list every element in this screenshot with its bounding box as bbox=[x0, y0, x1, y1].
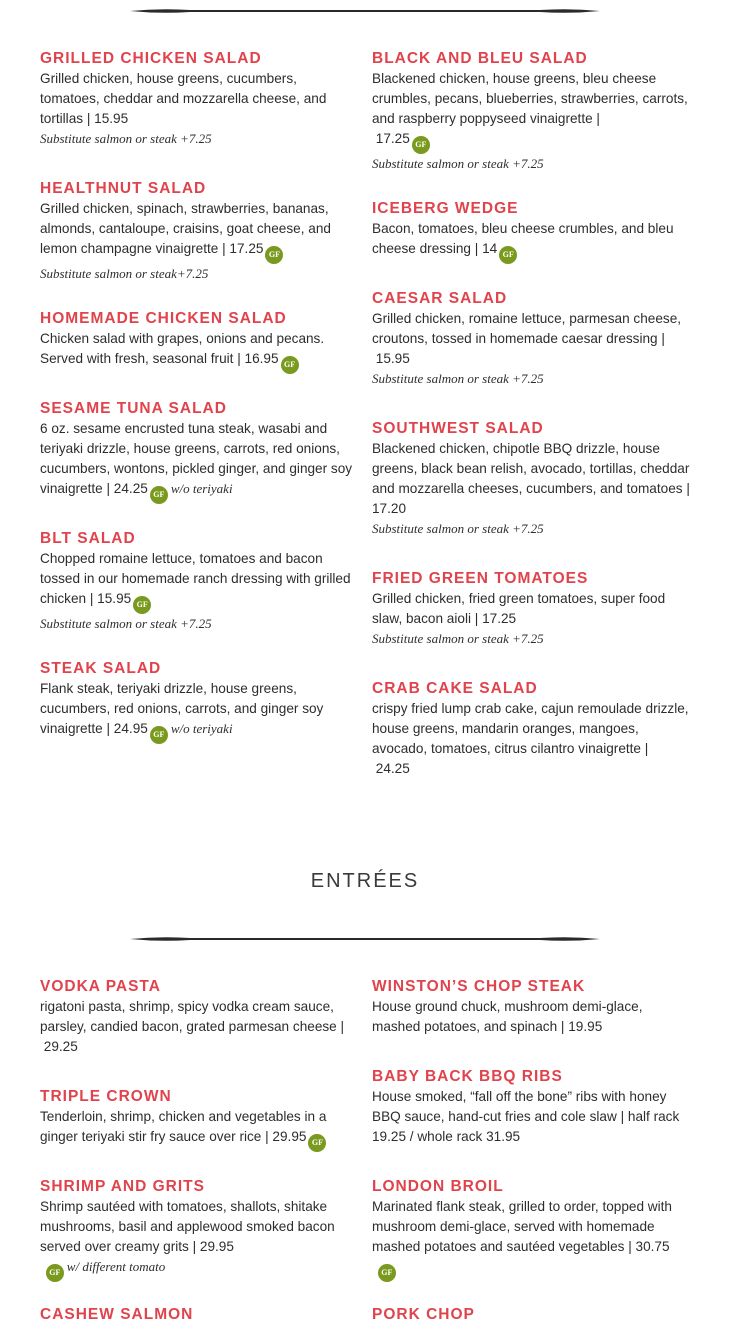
item-title: ICEBERG WEDGE bbox=[372, 200, 519, 217]
gluten-free-badge-icon: GF bbox=[378, 1264, 396, 1282]
menu-item bbox=[372, 977, 690, 1037]
item-title: CASHEW SALMON bbox=[40, 1306, 194, 1323]
menu-item bbox=[40, 1087, 360, 1152]
item-description: Chicken salad with grapes, onions and pecans. Served with fresh, seasonal fruit | 16.95 bbox=[40, 331, 325, 366]
menu-item bbox=[372, 1177, 690, 1282]
item-title: PORK CHOP bbox=[372, 1306, 475, 1323]
item-title: SESAME TUNA SALAD bbox=[40, 400, 227, 417]
item-title: HOMEMADE CHICKEN SALAD bbox=[40, 310, 287, 327]
item-title: BABY BACK BBQ RIBS bbox=[372, 1068, 563, 1085]
gluten-free-badge-icon: GF bbox=[412, 136, 430, 154]
item-description: Blackened chicken, house greens, bleu cheese crumbles, pecans, blueberries, strawberries, carrots, and raspberry poppyseed vinaigrette | bbox=[372, 71, 688, 126]
item-title: SOUTHWEST SALAD bbox=[372, 420, 544, 437]
item-description: Marinated flank steak, grilled to order, topped with mushroom demi-glace, served with homemade mashed potatoes and sautéed vegetables | 30.75 bbox=[372, 1199, 672, 1254]
menu-item bbox=[40, 1177, 360, 1282]
item-description: 6 oz. sesame encrusted tuna steak, wasabi and teriyaki drizzle, house greens, carrots, red onions, cucumbers, wontons, pickled ginger, and ginger soy vinaigrette | 24.25 bbox=[40, 421, 353, 496]
item-description: Flank steak, teriyaki drizzle, house greens, cucumbers, red onions, carrots, and ginger soy vinaigrette | 24.95 bbox=[40, 681, 324, 736]
item-description: Grilled chicken, fried green tomatoes, super food slaw, bacon aioli | 17.25 bbox=[372, 591, 666, 626]
item-title: GRILLED CHICKEN SALAD bbox=[40, 50, 262, 67]
menu-item bbox=[40, 1305, 360, 1325]
substitute-note: Substitute salmon or steak +7.25 bbox=[372, 371, 544, 386]
item-description: Grilled chicken, romaine lettuce, parmesan cheese, croutons, tossed in homemade caesar dressing | bbox=[372, 311, 682, 346]
gluten-free-badge-icon: GF bbox=[46, 1264, 64, 1282]
item-description: House smoked, “fall off the bone” ribs with honey BBQ sauce, hand-cut fries and cole slaw | half rack 19.25 / whole rack 31.95 bbox=[372, 1089, 680, 1144]
item-description: Grilled chicken, house greens, cucumbers, tomatoes, cheddar and mozzarella cheese, and tortillas | 15.95 bbox=[40, 71, 327, 126]
item-title: LONDON BROIL bbox=[372, 1178, 504, 1195]
menu-item bbox=[372, 1067, 690, 1147]
item-title: BLACK AND BLEU SALAD bbox=[372, 50, 588, 67]
item-title: VODKA PASTA bbox=[40, 978, 161, 995]
section-title: ENTRÉES bbox=[310, 870, 420, 892]
item-title: CRAB CAKE SALAD bbox=[372, 680, 538, 697]
menu-item bbox=[372, 679, 690, 779]
substitute-note: Substitute salmon or steak +7.25 bbox=[372, 521, 544, 536]
menu-item bbox=[40, 399, 360, 504]
item-price: 15.95 bbox=[375, 351, 410, 366]
menu-item bbox=[40, 309, 360, 374]
gluten-free-badge-icon: GF bbox=[150, 486, 168, 504]
gluten-free-badge-icon: GF bbox=[281, 356, 299, 374]
item-description: rigatoni pasta, shrimp, spicy vodka cream sauce, parsley, candied bacon, grated parmesan cheese | bbox=[40, 999, 345, 1034]
menu-item bbox=[372, 49, 690, 174]
item-description: Blackened chicken, chipotle BBQ drizzle, house greens, black bean relish, avocado, tortillas, cheddar and mozzarella cheeses, cucumbers, and tomatoes | 17.20 bbox=[372, 441, 690, 516]
item-title: SHRIMP AND GRITS bbox=[40, 1178, 205, 1195]
item-description: Chopped romaine lettuce, tomatoes and bacon tossed in our homemade ranch dressing with grilled chicken | 15.95 bbox=[40, 551, 351, 606]
menu-item bbox=[372, 419, 690, 539]
menu-item bbox=[372, 199, 690, 264]
item-description: Grilled chicken, spinach, strawberries, bananas, almonds, cantaloupe, craisins, goat cheese, and lemon champagne vinaigrette | 17.25 bbox=[40, 201, 331, 256]
item-title: BLT SALAD bbox=[40, 530, 136, 547]
menu-item bbox=[40, 179, 360, 284]
item-price: 29.25 bbox=[43, 1039, 78, 1054]
top-divider-icon bbox=[130, 6, 600, 16]
entrees-divider-icon bbox=[130, 934, 600, 944]
substitute-note: Substitute salmon or steak +7.25 bbox=[372, 156, 544, 171]
item-title: HEALTHNUT SALAD bbox=[40, 180, 207, 197]
item-title: CAESAR SALAD bbox=[372, 290, 508, 307]
gluten-free-badge-icon: GF bbox=[308, 1134, 326, 1152]
substitute-note: Substitute salmon or steak +7.25 bbox=[372, 631, 544, 646]
substitute-note: Substitute salmon or steak +7.25 bbox=[40, 616, 212, 631]
item-title: STEAK SALAD bbox=[40, 660, 162, 677]
gluten-free-badge-icon: GF bbox=[150, 726, 168, 744]
menu-item bbox=[40, 659, 360, 744]
item-description: House ground chuck, mushroom demi-glace, mashed potatoes, and spinach | 19.95 bbox=[372, 999, 643, 1034]
menu-item bbox=[40, 49, 360, 149]
item-title: WINSTON’S CHOP STEAK bbox=[372, 978, 586, 995]
item-description: Tenderloin, shrimp, chicken and vegetables in a ginger teriyaki stir fry sauce over rice | 29.95 bbox=[40, 1109, 327, 1144]
item-price: 17.25 bbox=[375, 131, 410, 146]
substitute-note: Substitute salmon or steak +7.25 bbox=[40, 131, 212, 146]
item-description: Bacon, tomatoes, bleu cheese crumbles, and bleu cheese dressing | 14 bbox=[372, 221, 674, 256]
substitute-note: Substitute salmon or steak+7.25 bbox=[40, 266, 209, 281]
menu-item bbox=[40, 529, 360, 634]
menu-item bbox=[40, 977, 360, 1057]
gluten-free-badge-icon: GF bbox=[265, 246, 283, 264]
item-title: TRIPLE CROWN bbox=[40, 1088, 172, 1105]
item-price: 24.25 bbox=[375, 761, 410, 776]
gf-note: w/o teriyaki bbox=[170, 481, 233, 496]
gluten-free-badge-icon: GF bbox=[133, 596, 151, 614]
gf-note: w/ different tomato bbox=[66, 1259, 166, 1274]
item-title: FRIED GREEN TOMATOES bbox=[372, 570, 589, 587]
gluten-free-badge-icon: GF bbox=[499, 246, 517, 264]
menu-item bbox=[372, 289, 690, 389]
item-description: crispy fried lump crab cake, cajun remoulade drizzle, house greens, mandarin oranges, mangoes, avocado, tomatoes, citrus cilantro vinaigrette | bbox=[372, 701, 689, 756]
gf-note: w/o teriyaki bbox=[170, 721, 233, 736]
menu-item bbox=[372, 1305, 690, 1325]
item-description: Shrimp sautéed with tomatoes, shallots, shitake mushrooms, basil and applewood smoked bacon served over creamy grits | 29.95 bbox=[40, 1199, 335, 1254]
menu-item bbox=[372, 569, 690, 649]
